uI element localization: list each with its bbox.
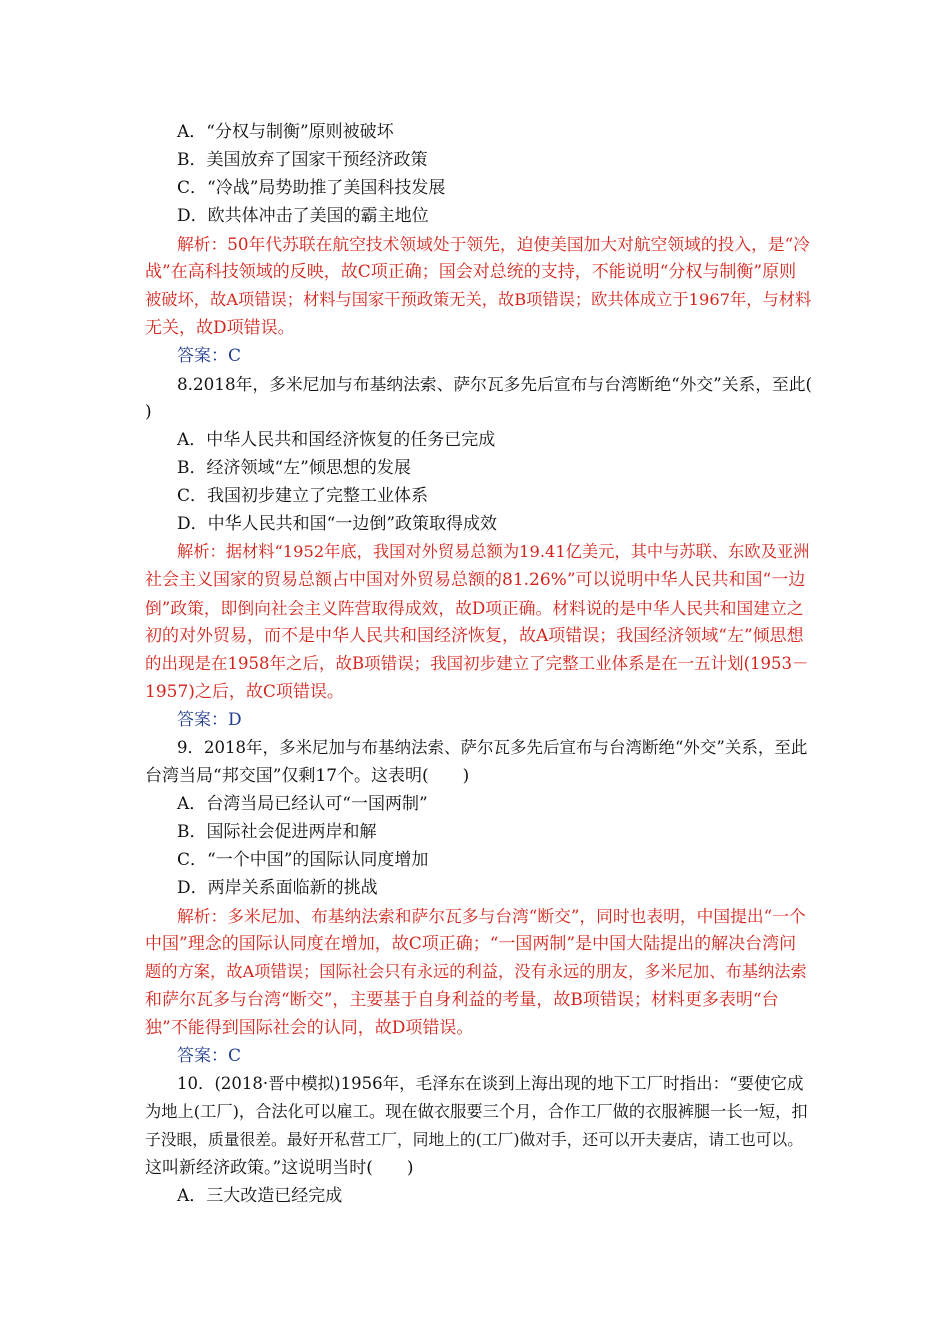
q9-answer-label: 答案： (177, 1046, 228, 1066)
q9-analysis-line-4: 和萨尔瓦多与台湾“断交”，主要基于自身利益的考量，故B项错误；材料更多表明“台 (145, 990, 779, 1010)
q9-analysis-line-1: 解析：多米尼加、布基纳法索和萨尔瓦多与台湾“断交”，同时也表明，中国提出“一个 (177, 906, 806, 926)
q9-option-a: A．台湾当局已经认可“一国两制” (177, 794, 428, 814)
q8-answer-label: 答案： (177, 710, 228, 730)
q9-answer-value: C (228, 1046, 242, 1066)
q9-stem-line-1: 9．2018年，多米尼加与布基纳法索、萨尔瓦多先后宣布与台湾断绝“外交”关系，至此 (177, 738, 808, 757)
q8-option-a: A．中华人民共和国经济恢复的任务已完成 (177, 430, 496, 450)
q9-option-b: B．国际社会促进两岸和解 (177, 822, 377, 842)
q7-analysis-line-3: 被破坏，故A项错误；材料与国家干预政策无关，故B项错误；欧共体成立于1967年，与材料 (145, 290, 812, 309)
q9-answer (177, 1044, 241, 1068)
q8-option-c: C．我国初步建立了完整工业体系 (177, 486, 429, 506)
q7-answer-value: C (228, 346, 242, 366)
q9-stem-line-2: 台湾当局“邦交国”仅剩17个。这表明( ) (145, 766, 470, 786)
q8-analysis-line-5: 的出现是在1958年之后，故B项错误；我国初步建立了完整工业体系是在一五计划(1953－ (145, 654, 809, 673)
q7-analysis-line-1: 解析：50年代苏联在航空技术领域处于领先，迫使美国加大对航空领域的投入，是“冷 (177, 234, 810, 254)
q7-answer (177, 344, 241, 368)
q8-analysis-line-4: 初的对外贸易，而不是中华人民共和国经济恢复，故A项错误；我国经济领域“左”倾思想 (145, 626, 804, 646)
q8-answer-value: D (228, 710, 242, 730)
q8-option-b: B．经济领域“左”倾思想的发展 (177, 458, 411, 478)
q7-option-d: D．欧共体冲击了美国的霸主地位 (177, 206, 429, 226)
q9-analysis-line-5: 独”不能得到国际社会的认同，故D项错误。 (145, 1018, 474, 1038)
q8-answer (177, 708, 242, 732)
q8-option-d: D．中华人民共和国“一边倒”政策取得成效 (177, 514, 498, 534)
q8-analysis-line-3: 倒”政策，即倒向社会主义阵营取得成效，故D项正确。材料说的是中华人民共和国建立之 (145, 598, 804, 618)
q10-stem-line-4: 这叫新经济政策。”这说明当时( ) (145, 1158, 414, 1178)
q9-analysis-line-3: 题的方案，故A项错误；国际社会只有永远的利益，没有永远的朋友，多米尼加、布基纳法索 (145, 962, 807, 981)
q7-analysis-label: 解析： (177, 234, 228, 254)
q8-analysis-label: 解析： (177, 542, 226, 561)
q10-option-a: A．三大改造已经完成 (177, 1186, 343, 1206)
q9-analysis-label: 解析： (177, 906, 228, 926)
q7-analysis-line-4: 无关，故D项错误。 (145, 318, 295, 338)
q7-option-c: C．“冷战”局势助推了美国科技发展 (177, 178, 446, 198)
q9-option-d: D．两岸关系面临新的挑战 (177, 878, 378, 898)
q10-stem-line-3: 子没眼，质量很差。最好开私营工厂，同地上的(工厂)做对手，还可以开夫妻店，请工也可以。 (145, 1130, 804, 1149)
q8-stem-line-1: 8.2018年，多米尼加与布基纳法索、萨尔瓦多先后宣布与台湾断绝“外交”关系，至此( (177, 374, 813, 394)
q10-stem-line-2: 为地上(工厂)，合法化可以雇工。现在做衣服要三个月，合作工厂做的衣服裤腿一长一短，扣 (145, 1102, 808, 1121)
q8-analysis-line-2: 社会主义国家的贸易总额占中国对外贸易总额的81.26%”可以说明中华人民共和国“一边 (145, 570, 806, 590)
q8-analysis-line-6: 1957)之后，故C项错误。 (145, 682, 344, 702)
q7-answer-label: 答案： (177, 346, 228, 366)
q8-stem-line-2: ) (145, 402, 152, 422)
q8-analysis-line-1: 解析：据材料“1952年底，我国对外贸易总额为19.41亿美元，其中与苏联、东欧及亚洲 (177, 542, 810, 561)
q7-option-b: B．美国放弃了国家干预经济政策 (177, 150, 428, 170)
q7-analysis-line-2: 战”在高科技领域的反映，故C项正确；国会对总统的支持，不能说明“分权与制衡”原则 (145, 262, 797, 282)
q7-option-a: A．“分权与制衡”原则被破坏 (177, 122, 394, 142)
q9-analysis-line-2: 中国”理念的国际认同度在增加，故C项正确；“一国两制”是中国大陆提出的解决台湾问 (145, 934, 797, 954)
q9-option-c: C．“一个中国”的国际认同度增加 (177, 850, 429, 870)
q10-stem-line-1: 10．(2018·晋中模拟)1956年，毛泽东在谈到上海出现的地下工厂时指出：“要使它成 (177, 1074, 804, 1093)
